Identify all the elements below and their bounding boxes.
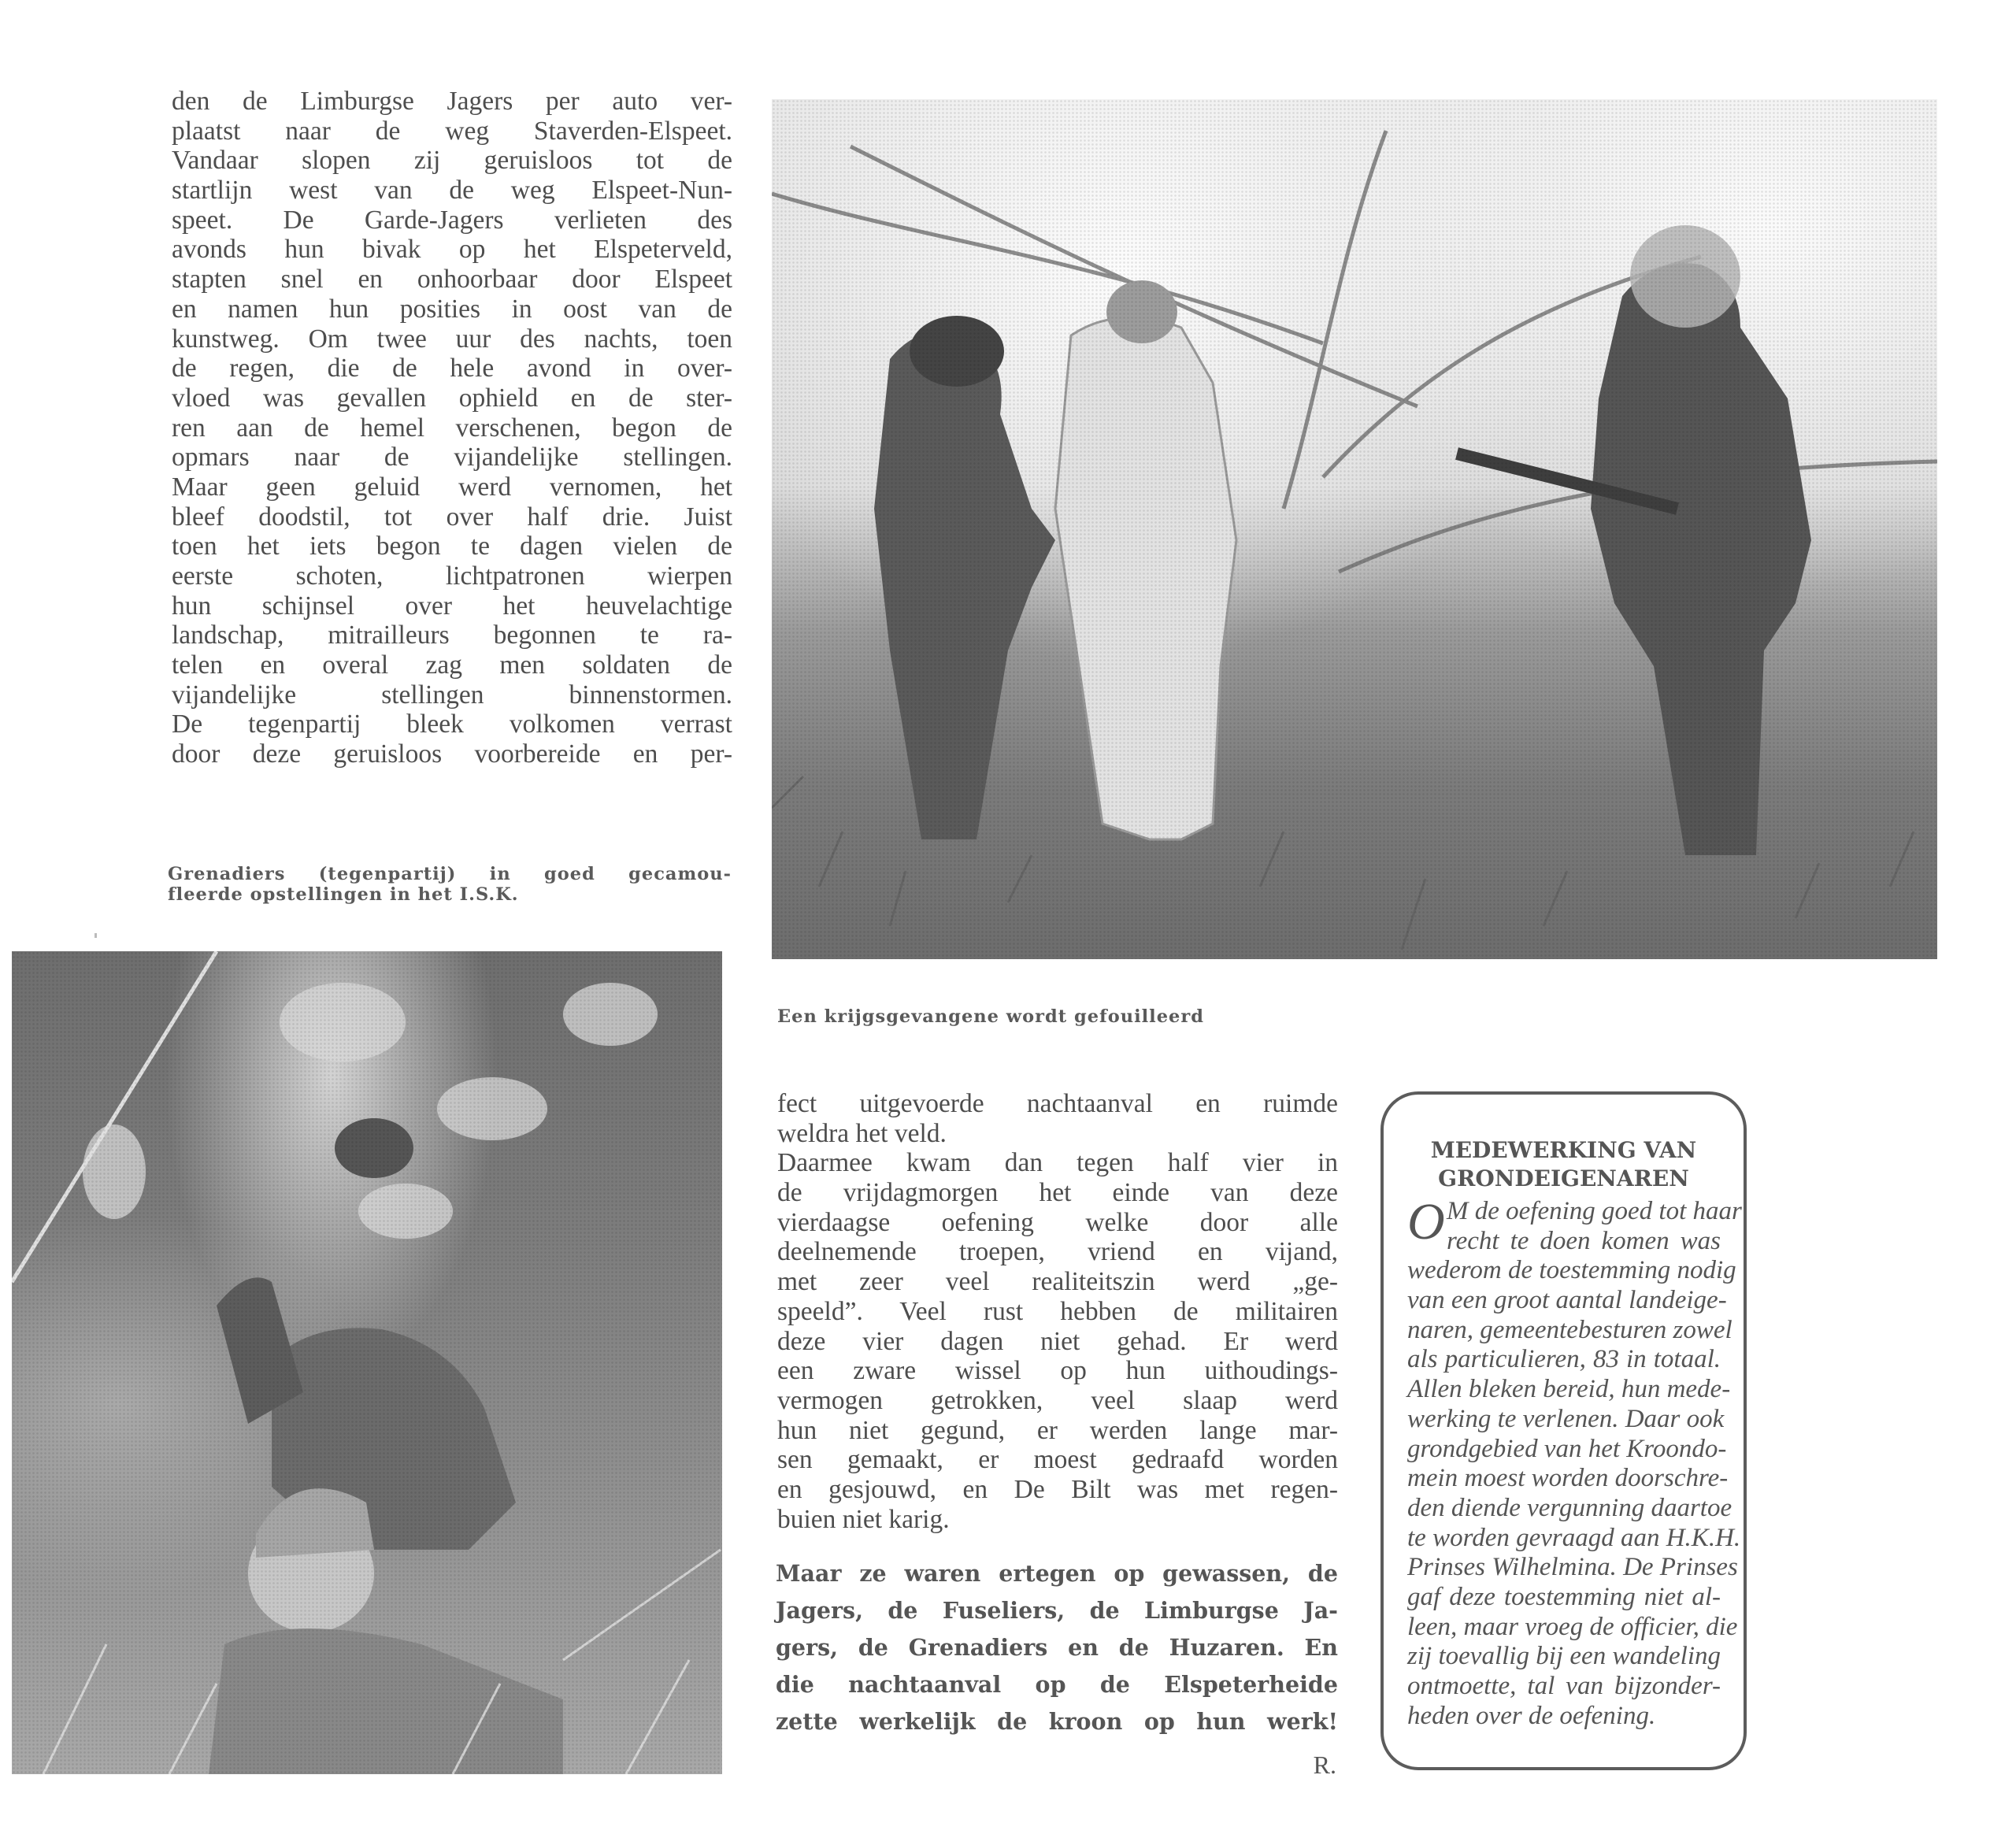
author-signature: R.: [1313, 1751, 1336, 1779]
article-line: fect uitgevoerde nachtaanval en ruimde: [777, 1089, 1338, 1118]
halftone-texture: [772, 99, 1937, 959]
article-line: toen het iets begon te dagen vielen de: [172, 532, 732, 561]
sidebar-line: recht te doen komen was: [1447, 1226, 1721, 1255]
article-column-middle: [777, 1089, 1338, 1534]
article-line: een zware wissel op hun uithoudings-: [777, 1356, 1338, 1386]
article-line: weldra het veld.: [777, 1118, 947, 1148]
article-line: en gesjouwd, en De Bilt was met regen-: [777, 1474, 1338, 1504]
article-line: plaatst naar de weg Staverden-Elspeet.: [172, 116, 732, 146]
sidebar-line: Prinses Wilhelmina. De Prinses: [1407, 1553, 1738, 1582]
sidebar-line: wederom de toestemming nodig: [1407, 1256, 1736, 1285]
sidebar-line: heden over de oefening.: [1407, 1701, 1656, 1730]
article-line: speet. De Garde-Jagers verlieten des: [172, 205, 732, 235]
article-line: Vandaar slopen zij geruisloos tot de: [172, 146, 732, 176]
article-line: speeld”. Veel rust hebben de militairen: [777, 1296, 1338, 1326]
sidebar-line: te worden gevraagd aan H.K.H.: [1407, 1523, 1741, 1552]
sidebar-box-title-line-2: GRONDEIGENAREN: [1438, 1165, 1689, 1191]
closing-line: Jagers, de Fuseliers, de Limburgse Ja-: [776, 1597, 1338, 1624]
sidebar-line: als particulieren, 83 in totaal.: [1407, 1345, 1721, 1374]
scan-speck: [94, 933, 97, 938]
sidebar-line: zij toevallig bij een wandeling: [1407, 1642, 1721, 1671]
article-line: vermogen getrokken, veel slaap werd: [777, 1385, 1338, 1415]
article-closing-paragraph: [776, 1555, 1338, 1740]
sidebar-line: werking te verlenen. Daar ook: [1407, 1404, 1725, 1433]
article-line: buien niet karig.: [777, 1504, 950, 1534]
article-line: ren aan de hemel verschenen, begon de: [172, 413, 732, 443]
article-line: door deze geruisloos voorbereide en per-: [172, 739, 732, 769]
sidebar-drop-cap: O: [1407, 1193, 1445, 1251]
article-line: De tegenpartij bleek volkomen verrast: [172, 710, 732, 739]
closing-line: gers, de Grenadiers en de Huzaren. En: [776, 1634, 1338, 1661]
article-line: bleef doodstil, tot over half drie. Juist: [172, 502, 732, 532]
article-line: deelnemende troepen, vriend en vijand,: [777, 1237, 1338, 1267]
article-line: vijandelijke stellingen binnenstormen.: [172, 680, 732, 710]
caption-prisoner: [777, 1006, 1329, 1027]
article-line: sen gemaakt, er moest gedraafd worden: [777, 1445, 1338, 1475]
article-line: vloed was gevallen ophield en de ster-: [172, 383, 732, 413]
article-line: met zeer veel realiteitszin werd „ge-: [777, 1267, 1338, 1297]
article-line: hun niet gegund, er werden lange mar-: [777, 1415, 1338, 1445]
photo-prisoner-search: [772, 99, 1937, 959]
article-line: deze vier dagen niet gehad. Er werd: [777, 1326, 1338, 1356]
caption-prisoner-text: Een krijgsgevangene wordt gefouilleerd: [777, 1006, 1204, 1027]
sidebar-line: grondgebied van het Kroondo-: [1407, 1434, 1727, 1463]
sidebar-box-title-line-1: MEDEWERKING VAN: [1430, 1137, 1697, 1163]
article-line: opmars naar de vijandelijke stellingen.: [172, 443, 732, 472]
sidebar-box-title: [1380, 1136, 1747, 1193]
sidebar-line: mein moest worden doorschre-: [1407, 1464, 1729, 1493]
caption-grenadiers-line-1: Grenadiers (tegenpartij) in goed gecamou-: [168, 864, 732, 884]
article-line: hun schijnsel over het heuvelachtige: [172, 591, 732, 621]
article-line: Daarmee kwam dan tegen half vier in: [777, 1148, 1338, 1178]
article-line: kunstweg. Om twee uur des nachts, toen: [172, 324, 732, 354]
article-line: telen en overal zag men soldaten de: [172, 650, 732, 680]
sidebar-line: den diende vergunning daartoe: [1407, 1493, 1732, 1522]
article-line: landschap, mitrailleurs begonnen te ra-: [172, 621, 732, 650]
article-line: en namen hun posities in oost van de: [172, 294, 732, 324]
article-line: startlijn west van de weg Elspeet-Nun-: [172, 176, 732, 206]
sidebar-line: M de oefening goed tot haar: [1447, 1197, 1742, 1225]
caption-grenadiers-line-2: fleerde opstellingen in het I.S.K.: [168, 884, 519, 905]
article-line: avonds hun bivak op het Elspeterveld,: [172, 235, 732, 265]
sidebar-line: naren, gemeentebesturen zowel: [1407, 1315, 1732, 1344]
article-column-left: [172, 87, 732, 769]
article-line: vierdaagse oefening welke door alle: [777, 1207, 1338, 1237]
article-line: de vrijdagmorgen het einde van deze: [777, 1178, 1338, 1208]
caption-grenadiers: [168, 864, 732, 905]
halftone-texture: [12, 951, 722, 1774]
closing-line: die nachtaanval op de Elspeterheide: [776, 1671, 1338, 1698]
article-line: stapten snel en onhoorbaar door Elspeet: [172, 265, 732, 295]
sidebar-line: gaf deze toestemming niet al-: [1407, 1582, 1721, 1611]
sidebar-line: ontmoette, tal van bijzonder-: [1407, 1672, 1721, 1700]
sidebar-line: leen, maar vroeg de officier, die: [1407, 1612, 1738, 1641]
article-line: Maar geen geluid werd vernomen, het: [172, 472, 732, 502]
article-line: eerste schoten, lichtpatronen wierpen: [172, 561, 732, 591]
article-line: den de Limburgse Jagers per auto ver-: [172, 87, 732, 116]
sidebar-line: Allen bleken bereid, hun mede-: [1407, 1375, 1731, 1404]
photo-grenadiers-camouflaged: [12, 951, 722, 1774]
sidebar-line: van een groot aantal landeige-: [1407, 1286, 1727, 1315]
article-line: de regen, die de hele avond in over-: [172, 354, 732, 383]
closing-line: Maar ze waren ertegen op gewassen, de: [776, 1560, 1338, 1587]
closing-line: zette werkelijk de kroon op hun werk!: [776, 1708, 1338, 1735]
sidebar-box-body: [1407, 1193, 1742, 1731]
